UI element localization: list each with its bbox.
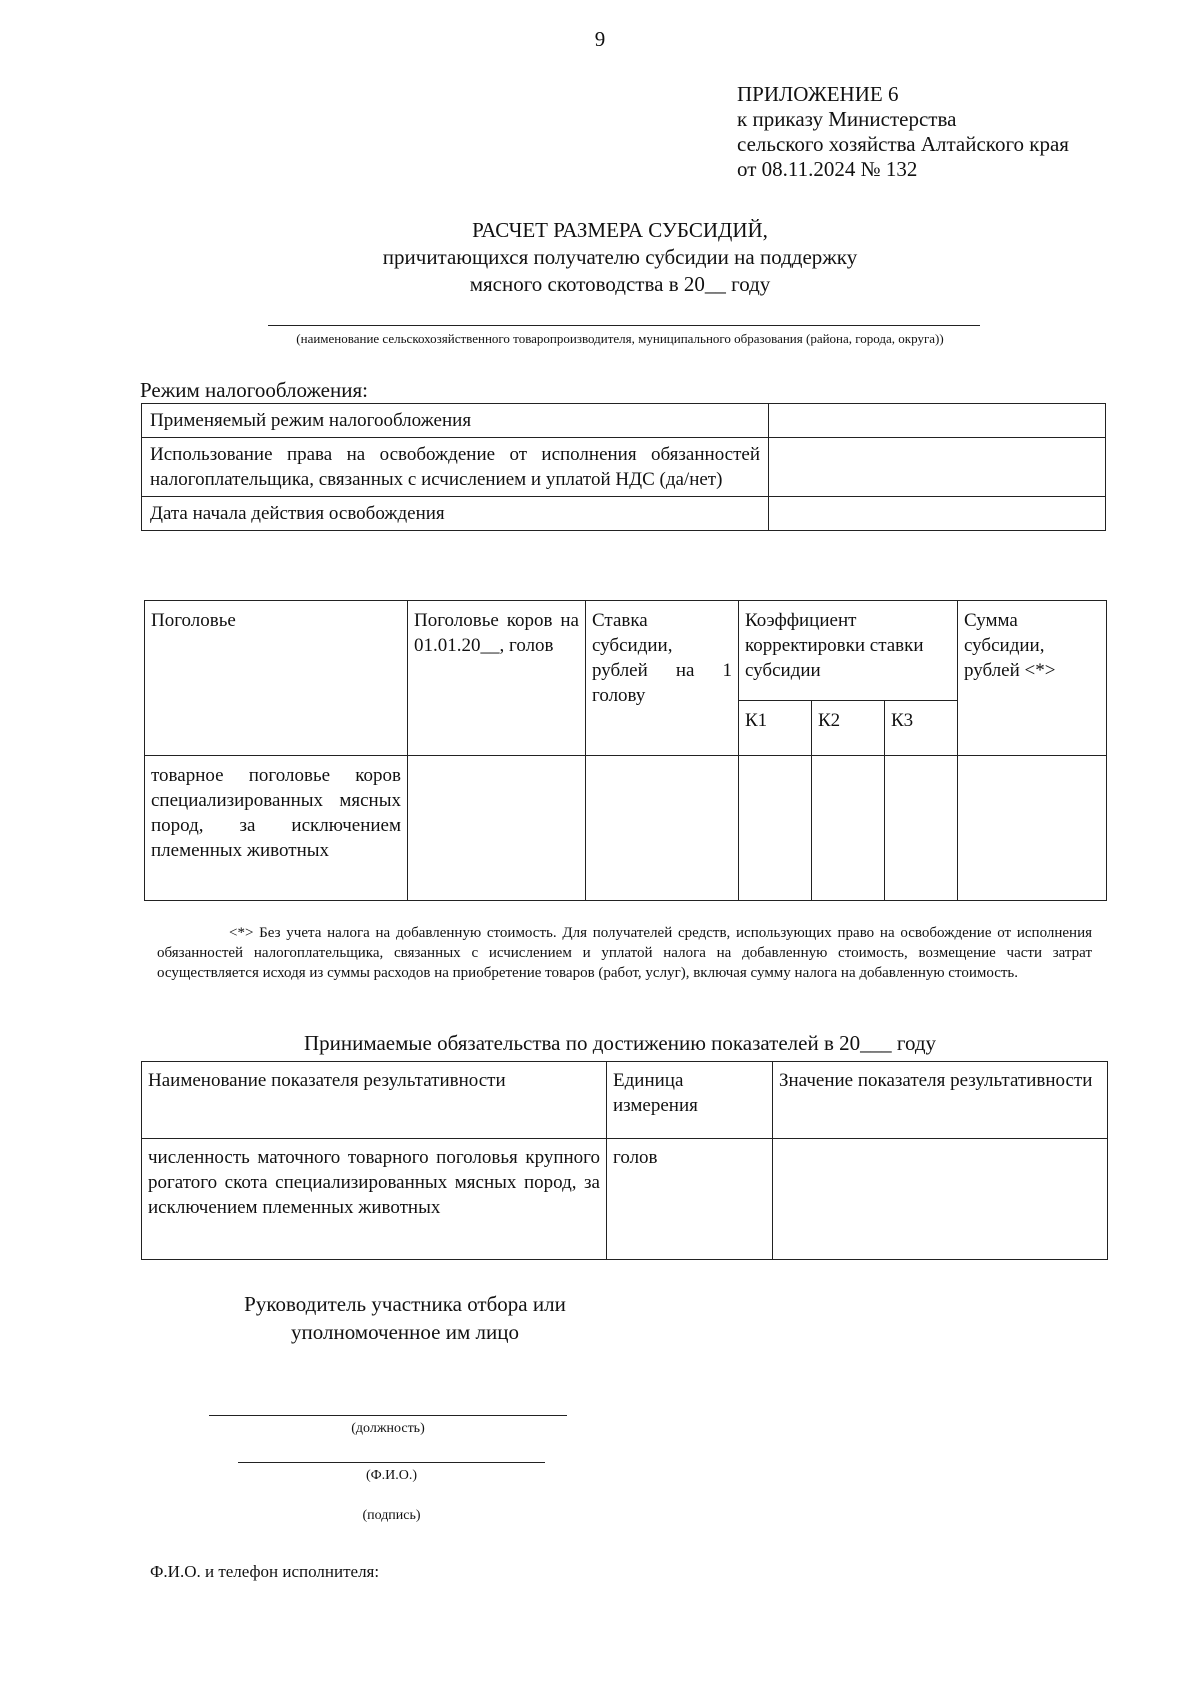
row-subsidy-rate (586, 756, 739, 901)
tax-row-value (769, 497, 1106, 531)
producer-name-caption: (наименование сельскохозяйственного товаропроизводителя, муниципального образования (района, города, округа)) (296, 331, 944, 346)
full-name-caption: (Ф.И.О.) (365, 1468, 418, 1483)
table-row (142, 1139, 1108, 1260)
appendix-number: ПРИЛОЖЕНИЕ 6 (737, 82, 899, 106)
signatory-title (150, 1290, 660, 1346)
header-correction-coefficient: Коэффициент корректировки ставки субсидии (739, 601, 958, 701)
title-line-3: мясного скотоводства в 20__ году (469, 272, 771, 296)
header-k1: К1 (739, 701, 812, 756)
title-line-1: РАСЧЕТ РАЗМЕРА СУБСИДИЙ, (472, 218, 768, 242)
signatory-title-line-2: уполномоченное им лицо (291, 1320, 519, 1344)
header-k3: К3 (885, 701, 958, 756)
table-header-row (145, 601, 1107, 701)
tax-regime-table (141, 403, 1106, 531)
tax-regime-title: Режим налогообложения: (140, 378, 368, 402)
table-header-row (142, 1062, 1108, 1139)
page-number: 9 (594, 27, 606, 51)
row-unit: голов (607, 1139, 773, 1260)
signature-caption: (подпись) (362, 1508, 421, 1523)
appendix-order-ref: к приказу Министерства (737, 107, 957, 131)
position-caption: (должность) (351, 1421, 425, 1436)
row-indicator-value (773, 1139, 1108, 1260)
header-subsidy-sum: Сумма субсидии, рублей <*> (958, 601, 1107, 756)
row-indicator-name: численность маточного товарного поголовья крупного рогатого скота специализированных мясных пород, за исключением племенных животных (142, 1139, 607, 1260)
producer-name-line (268, 325, 980, 326)
row-k2 (812, 756, 885, 901)
signatory-title-line-1: Руководитель участника отбора или (244, 1292, 566, 1316)
tax-row-label: Применяемый режим налогообложения (142, 404, 769, 438)
tax-row-value (769, 404, 1106, 438)
table-row (145, 756, 1107, 901)
header-indicator-name: Наименование показателя результативности (142, 1062, 607, 1139)
table-row (142, 404, 1106, 438)
table-row (142, 438, 1106, 497)
full-name-line (238, 1462, 545, 1463)
header-k2: К2 (812, 701, 885, 756)
header-indicator-value: Значение показателя результативности (773, 1062, 1108, 1139)
title-line-2: причитающихся получателю субсидии на поддержку (382, 245, 858, 269)
position-line (209, 1415, 567, 1416)
header-cows-count: Поголовье коров на 01.01.20__, голов (408, 601, 586, 756)
subsidy-calculation-table (144, 600, 1107, 901)
row-k3 (885, 756, 958, 901)
footnote: <*> Без учета налога на добавленную стоимость. Для получателей средств, использующих право на освобождение от исполнения обязанностей налогоплательщика, связанных с исчислением и уплатой налога на добавленную стоимость, возмещение части затрат осуществляется исходя из суммы расходов на приобретение товаров (работ, услуг), включая сумму налога на добавленную стоимость. (157, 925, 1092, 981)
header-livestock: Поголовье (145, 601, 408, 756)
appendix-order-date: от 08.11.2024 № 132 (737, 157, 918, 181)
tax-row-label: Дата начала действия освобождения (142, 497, 769, 531)
appendix-header (737, 82, 1069, 182)
tax-row-value (769, 438, 1106, 497)
header-subsidy-rate: Ставка субсидии, рублей на 1 голову (586, 601, 739, 756)
row-livestock-label: товарное поголовье коров специализированных мясных пород, за исключением племенных животных (145, 756, 408, 901)
row-cows-count (408, 756, 586, 901)
appendix-ministry: сельского хозяйства Алтайского края (737, 132, 1069, 156)
executor-label: Ф.И.О. и телефон исполнителя: (150, 1562, 380, 1581)
obligations-table (141, 1061, 1108, 1260)
header-unit: Единица измерения (607, 1062, 773, 1139)
table-row (142, 497, 1106, 531)
document-title (150, 217, 1090, 298)
obligations-title: Принимаемые обязательства по достижению показателей в 20___ году (303, 1031, 937, 1055)
row-k1 (739, 756, 812, 901)
tax-row-label: Использование права на освобождение от исполнения обязанностей налогоплательщика, связанных с исчислением и уплатой НДС (да/нет) (142, 438, 769, 497)
row-subsidy-sum (958, 756, 1107, 901)
